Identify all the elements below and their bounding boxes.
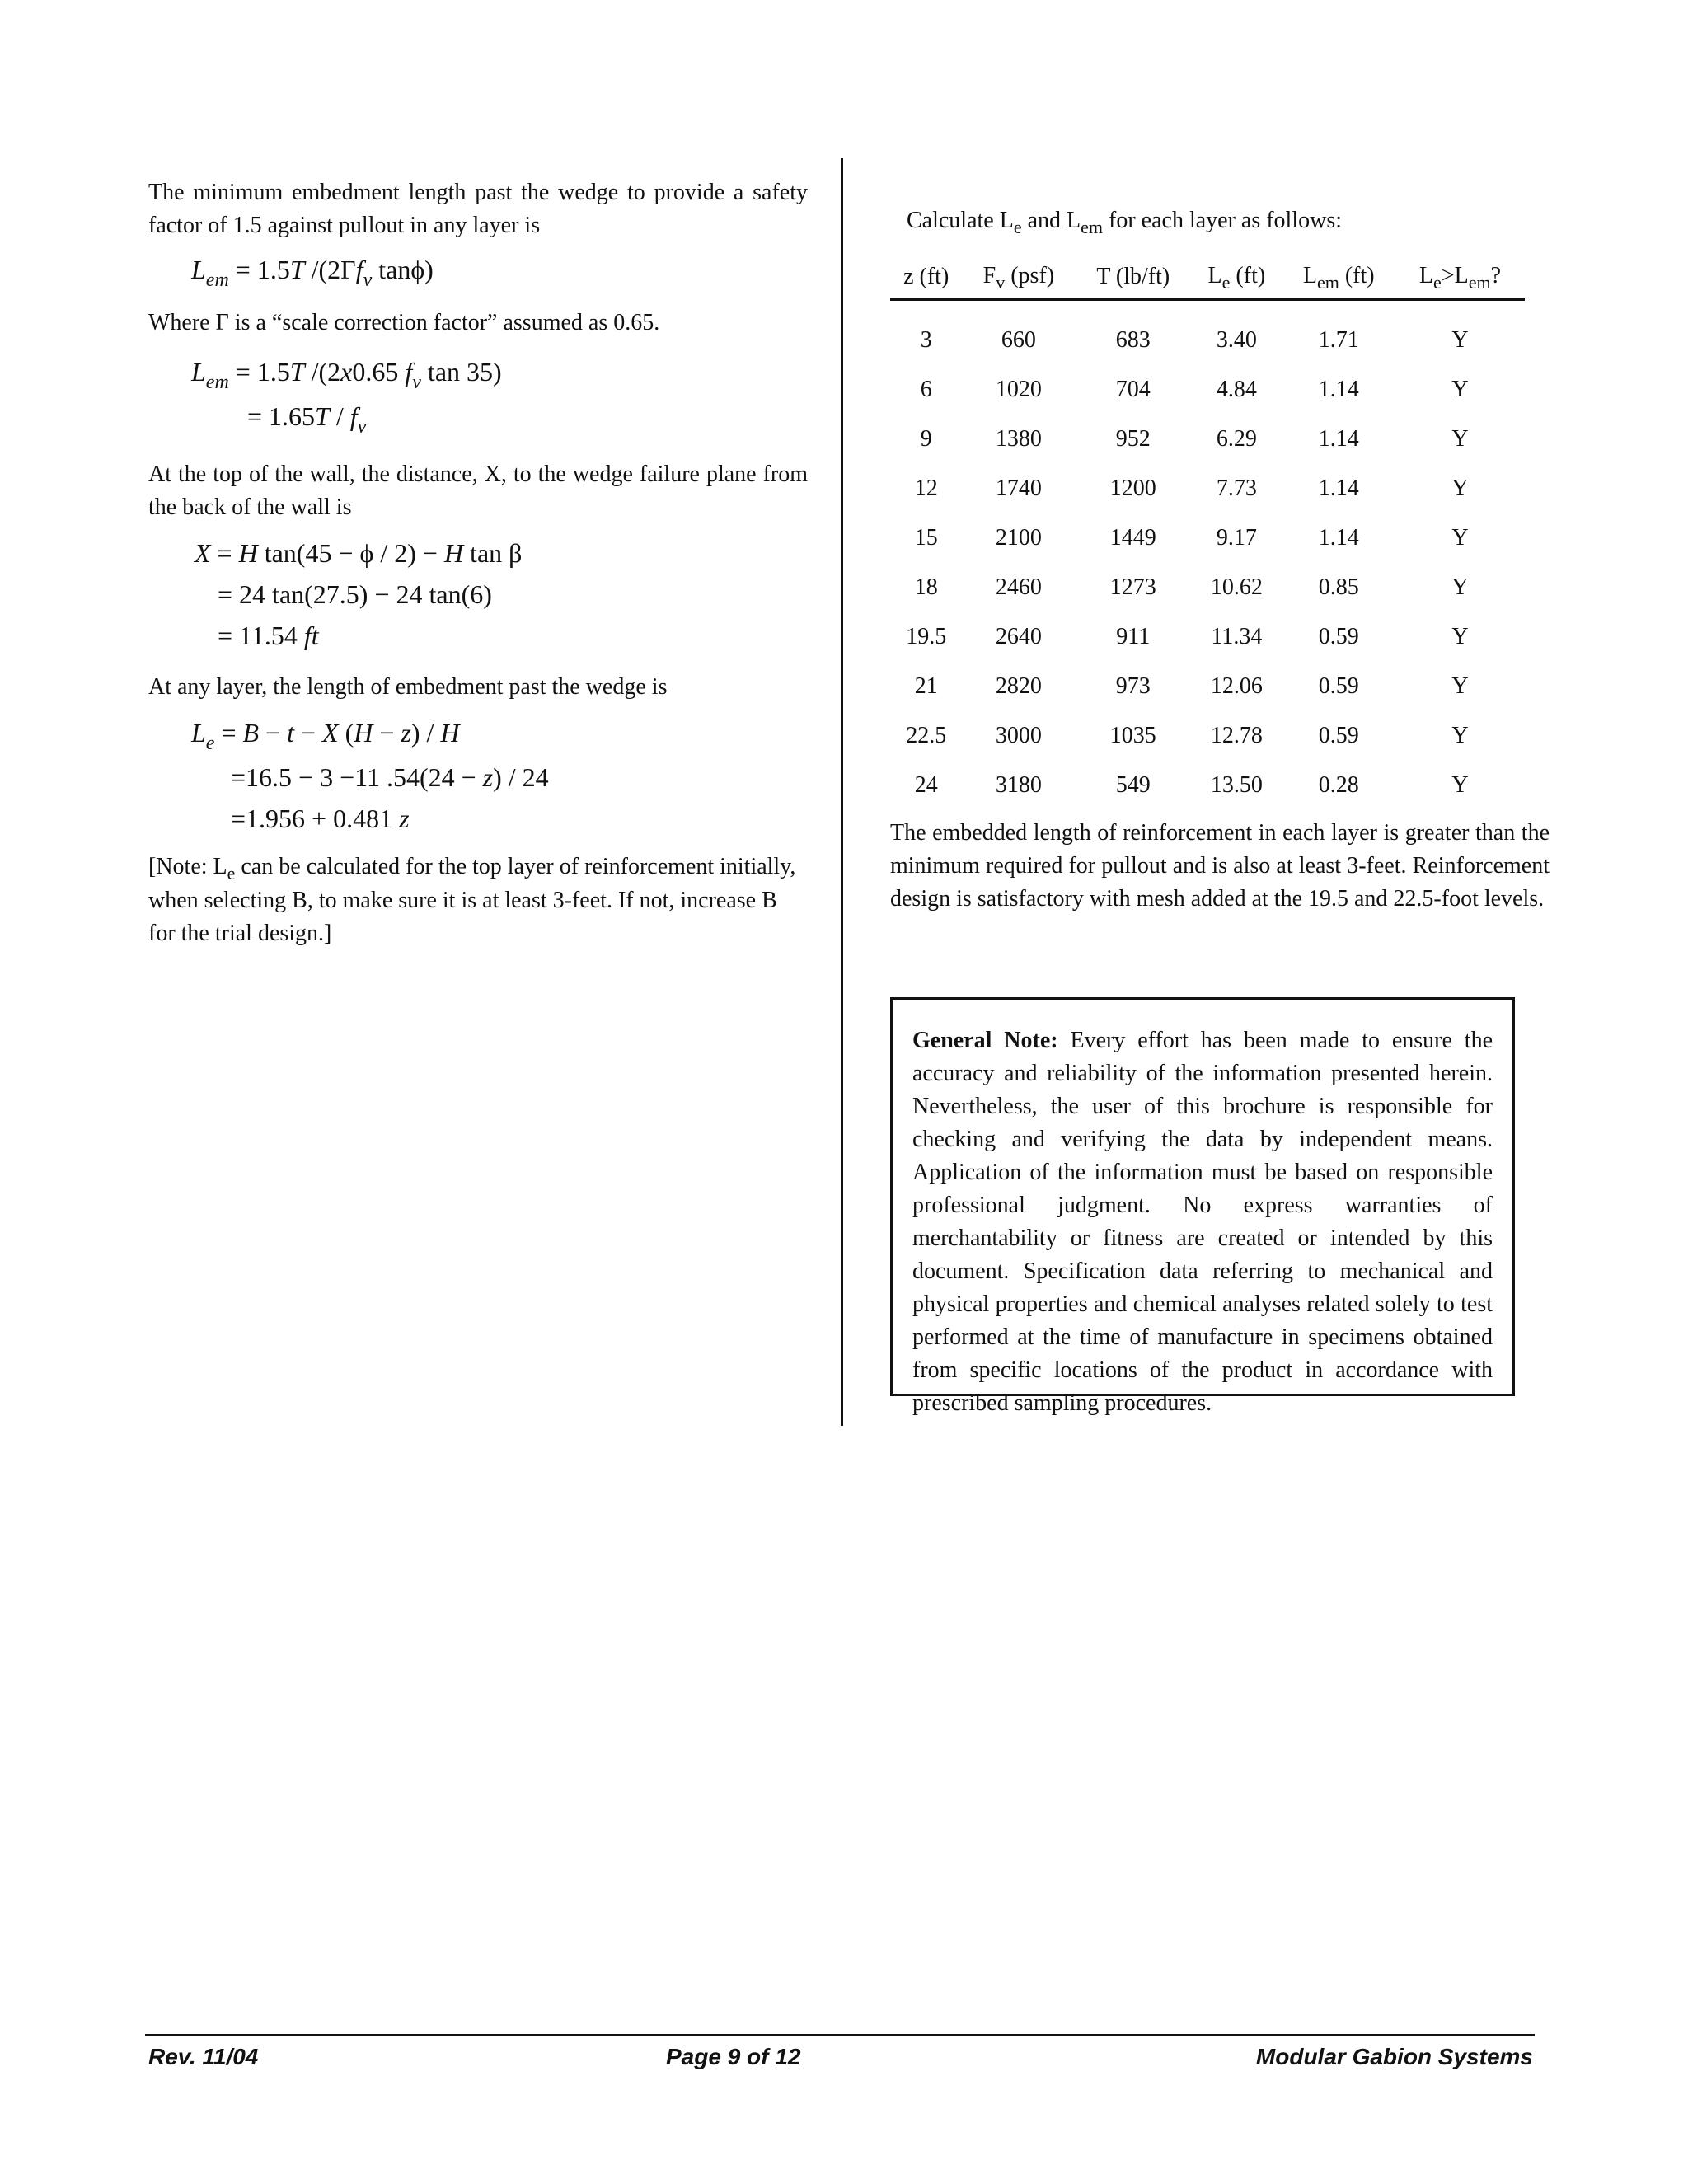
table-cell: 13.50 [1210, 772, 1263, 798]
equation-x: X = H tan(45 − ϕ / 2) − H tan β [195, 538, 523, 568]
table-cell: 7.73 [1216, 476, 1257, 501]
table-row [890, 612, 1525, 662]
table-cell: 1200 [1109, 476, 1156, 501]
table-cell: 3180 [995, 772, 1042, 798]
table-cell: 2460 [995, 574, 1042, 600]
table-cell: 2820 [995, 673, 1042, 699]
table-cell: 1035 [1109, 723, 1156, 748]
table-row [890, 365, 1525, 415]
equation-x-result: = 11.54 ft [218, 621, 319, 650]
table-cell: 12.78 [1210, 723, 1263, 748]
equation-le-substituted: =16.5 − 3 −11 .54(24 − z) / 24 [231, 762, 549, 792]
column-divider [841, 158, 843, 1426]
table-cell: 10.62 [1210, 574, 1263, 600]
table-row [890, 415, 1525, 464]
table-cell: 1740 [995, 476, 1042, 501]
table-cell: 9 [920, 426, 932, 452]
table-cell: 1380 [995, 426, 1042, 452]
gamma-definition: Where Γ is a “scale correction factor” assumed as 0.65. [148, 310, 660, 335]
table-row [890, 711, 1525, 761]
table-row [890, 300, 1525, 366]
col-header-check: $L_e>L_{em}$? [1395, 256, 1525, 300]
table-cell: 6.29 [1216, 426, 1257, 452]
table-cell: 2100 [995, 525, 1042, 551]
col-header-le: $L_e$ (ft) [1191, 256, 1282, 300]
table-cell: 3000 [995, 723, 1042, 748]
table-cell: 0.28 [1318, 772, 1359, 798]
general-note-label: General Note: [912, 1028, 1058, 1053]
table-cell: 0.59 [1318, 673, 1359, 699]
table-row [890, 464, 1525, 513]
table-row [890, 513, 1525, 563]
table-cell: 9.17 [1216, 525, 1257, 551]
table-cell: 21 [914, 673, 938, 699]
table-body [890, 300, 1525, 811]
table-cell: 1.14 [1318, 377, 1359, 402]
table-cell: Y [1451, 574, 1469, 600]
equation-lem: $L_{em} = 1.5T$ $/(2\Gamma f_v$ tanϕ) [191, 255, 434, 291]
table-cell: 3.40 [1216, 327, 1257, 353]
table-cell: Y [1451, 426, 1469, 452]
footer-page-number: Page 9 of 12 [666, 2044, 801, 2069]
col-header-lem: $L_{em}$ (ft) [1282, 256, 1395, 300]
table-cell: 3 [920, 327, 932, 353]
right-column [890, 176, 1550, 916]
table-cell: 12.06 [1210, 673, 1263, 699]
equation-lem-simplified: = $1.65T / f_v$ [247, 401, 367, 438]
table-cell: 1273 [1109, 574, 1156, 600]
table-cell: 704 [1115, 377, 1151, 402]
table-cell: 18 [914, 574, 938, 600]
left-column [148, 176, 808, 950]
table-cell: 1.14 [1318, 525, 1359, 551]
table-cell: 1.14 [1318, 476, 1359, 501]
equation-le-result: =1.956 + 0.481 z [231, 804, 410, 833]
equation-x-substituted: = 24 tan(27.5) − 24 tan(6) [218, 579, 492, 609]
table-cell: Y [1451, 476, 1469, 501]
table-cell: 683 [1115, 327, 1151, 353]
col-header-z: z (ft) [890, 256, 962, 300]
embedment-table [890, 256, 1525, 810]
wedge-distance-intro: At the top of the wall, the distance, X, to the wedge failure plane from the back of the wall is [148, 462, 808, 520]
table-cell: 0.59 [1318, 723, 1359, 748]
col-header-t: T (lb/ft) [1075, 256, 1191, 300]
col-header-fv: $F_v$ (psf) [962, 256, 1075, 300]
embedment-intro: At any layer, the length of embedment past the wedge is [148, 674, 668, 700]
table-cell: 6 [920, 377, 932, 402]
conclusion-text: The embedded length of reinforcement in each layer is greater than the minimum required for pullout and is also at least 3-feet. Reinforcement design is satisfactory with mesh added at the 19.5 and 22.5-foot levels. [890, 820, 1550, 912]
footer-revision: Rev. 11/04 [148, 2044, 259, 2069]
table-cell: 973 [1115, 673, 1151, 699]
table-cell: 549 [1115, 772, 1151, 798]
design-note: [Note: $L_e$ can be calculated for the top layer of reinforcement initially, when selecting B, to make sure it is at least 3-feet. If not, increase B for the trial design.] [148, 854, 796, 946]
table-cell: Y [1451, 772, 1469, 798]
table-cell: 911 [1116, 624, 1151, 649]
table-cell: Y [1451, 327, 1469, 353]
equation-le: $L_e = B - t - X$ (H − z) / H [191, 718, 460, 754]
table-row [890, 662, 1525, 711]
table-cell: 4.84 [1216, 377, 1257, 402]
table-cell: Y [1451, 723, 1469, 748]
table-cell: Y [1451, 624, 1469, 649]
pullout-intro: The minimum embedment length past the wedge to provide a safety factor of 1.5 against pullout in any layer is [148, 180, 808, 238]
table-row [890, 761, 1525, 810]
table-cell: 952 [1115, 426, 1151, 452]
table-cell: 0.59 [1318, 624, 1359, 649]
table-cell: 2640 [995, 624, 1042, 649]
table-cell: 1.14 [1318, 426, 1359, 452]
table-cell: Y [1451, 525, 1469, 551]
general-note-box [890, 997, 1515, 1416]
table-cell: 1449 [1109, 525, 1156, 551]
table-cell: 12 [914, 476, 938, 501]
table-cell: 15 [914, 525, 938, 551]
table-cell: 1020 [995, 377, 1042, 402]
footer-rule [145, 2034, 1535, 2036]
equation-lem-substituted: $L_{em} = 1.5T$ /(2x0.65 $f_v$ tan 35) [191, 357, 502, 393]
table-header-row [890, 256, 1525, 300]
table-cell: 660 [1001, 327, 1036, 353]
table-cell: 22.5 [906, 723, 947, 748]
table-cell: 24 [914, 772, 938, 798]
table-cell: 19.5 [906, 624, 947, 649]
table-cell: 1.71 [1318, 327, 1359, 353]
table-cell: 0.85 [1318, 574, 1359, 600]
table-cell: 11.34 [1211, 624, 1263, 649]
table-cell: Y [1451, 377, 1469, 402]
footer-company: Modular Gabion Systems [1255, 2044, 1533, 2069]
table-intro: Calculate $L_e$ and $L_{em}$ for each layer as follows: [907, 208, 1343, 237]
table-row [890, 563, 1525, 612]
table-cell: Y [1451, 673, 1469, 699]
general-note-text: Every effort has been made to ensure the accuracy and reliability of the information presented herein. Nevertheless, the user of this brochure is responsible for checking and verifying the data by independent means. Application of the information must be based on responsible professional judgment. No express warranties of merchantability or fitness are created or intended by this document. Specification data referring to mechanical and physical properties and chemical analyses related solely to test performed at the time of manufacture in specimens obtained from specific locations of the product in accordance with prescribed sampling procedures. [912, 1028, 1493, 1416]
